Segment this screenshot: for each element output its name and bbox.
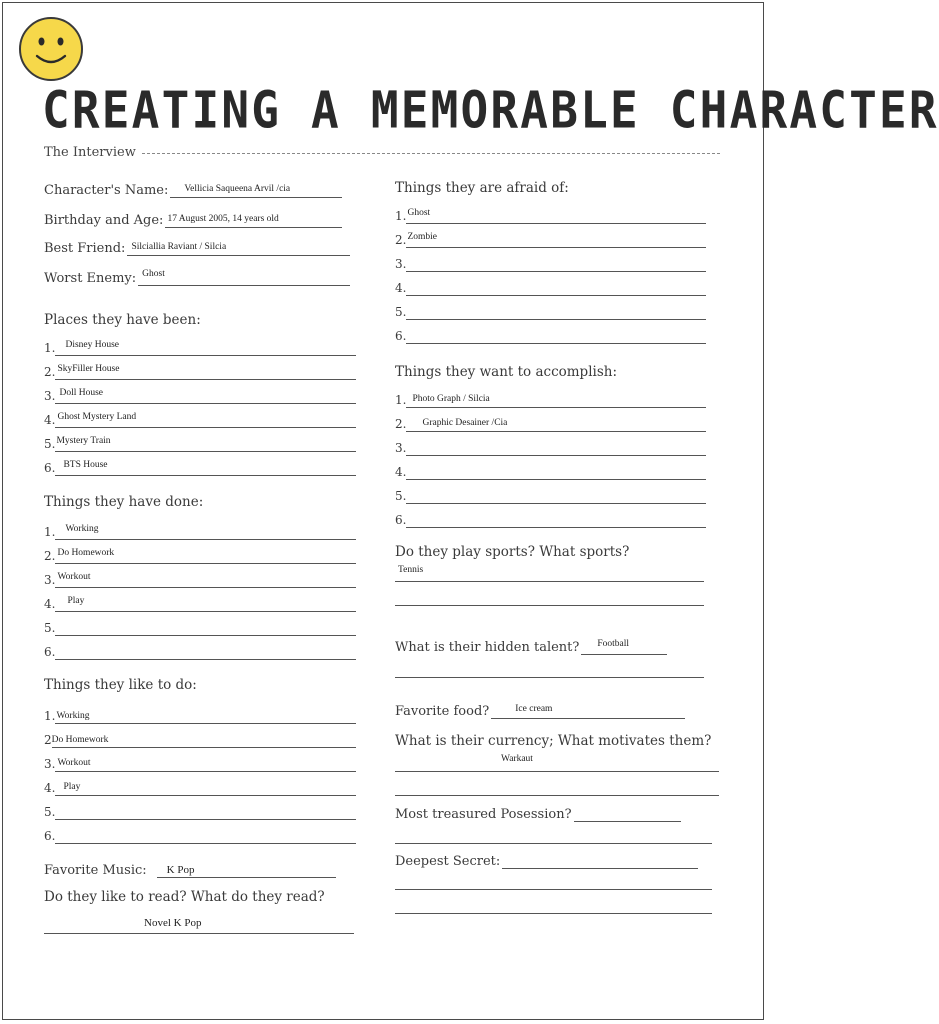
item-number: 2. [395,417,407,431]
item-number: 6. [395,513,407,527]
like-field-6[interactable] [55,827,356,844]
talent-field-2[interactable] [395,677,704,678]
accomplish-field-5[interactable] [406,487,706,504]
secret-field-2[interactable] [395,889,712,890]
interview-subheading [44,143,720,161]
name-label: Character's Name: [44,183,169,198]
afraid-field-1[interactable] [406,207,706,224]
places-item-4 [44,410,356,428]
item-number: 6. [44,461,56,475]
name-row [44,180,342,198]
best-friend-label: Best Friend: [44,241,126,256]
worst-enemy-row [44,268,350,286]
afraid-item-6 [395,326,706,344]
currency-answer: Warkaut [501,754,533,764]
item-number: 3. [44,389,56,403]
like-field-1[interactable] [55,707,356,724]
accomplish-field-1[interactable] [406,391,706,408]
accomplish-item-5 [395,486,706,504]
item-number: 3. [395,257,407,271]
accomplish-item-4 [395,462,706,480]
places-item-1 [44,338,356,356]
sports-label: Do they play sports? What sports? [395,544,630,560]
afraid-item-5 [395,302,706,320]
places-answer-2: SkyFiller House [57,364,120,374]
possession-field-2[interactable] [395,843,712,844]
places-answer-1: Disney House [65,340,120,350]
item-number: 1. [44,525,56,539]
birthday-row [44,210,342,228]
done-item-2 [44,546,356,564]
smiley-face-icon [18,16,84,82]
item-number: 3. [395,441,407,455]
accomplish-answer-2: Graphic Desainer /Cia [422,418,508,428]
item-number: 4. [44,413,56,427]
birthday-label: Birthday and Age: [44,213,164,228]
done-answer-4: Play [67,596,85,606]
afraid-field-6[interactable] [406,327,706,344]
like-item-3 [44,754,356,772]
places-answer-4: Ghost Mystery Land [57,412,137,422]
like-heading: Things they like to do: [44,677,197,693]
like-item-2 [44,730,356,748]
best-friend-answer: Silciallia Raviant / Silcia [131,242,227,252]
like-answer-1: Working [56,711,90,721]
name-field[interactable] [170,181,342,198]
like-field-2[interactable] [52,731,356,748]
like-item-1 [44,706,356,724]
currency-field-1[interactable] [395,771,719,772]
item-number: 4. [44,597,56,611]
done-field-2[interactable] [55,547,356,564]
read-field[interactable] [44,933,354,934]
accomplish-item-6 [395,510,706,528]
like-answer-3: Workout [57,758,91,768]
music-answer: K Pop [166,864,195,876]
done-field-1[interactable] [55,523,356,540]
like-field-4[interactable] [55,779,356,796]
done-field-3[interactable] [55,571,356,588]
sports-field-1[interactable] [395,581,704,582]
item-number: 4. [395,281,407,295]
like-item-5 [44,802,356,820]
accomplish-field-3[interactable] [406,439,706,456]
item-number: 1. [395,393,407,407]
food-field[interactable] [491,702,685,719]
afraid-field-2[interactable] [406,231,706,248]
name-answer: Vellicia Saqueena Arvil /cia [184,184,291,194]
afraid-item-2 [395,230,706,248]
possession-label: Most treasured Posession? [395,807,572,822]
like-field-5[interactable] [55,803,356,820]
secret-label: Deepest Secret: [395,854,501,869]
done-answer-3: Workout [57,572,91,582]
afraid-field-5[interactable] [406,303,706,320]
places-item-3 [44,386,356,404]
item-number: 4. [44,781,56,795]
currency-field-2[interactable] [395,795,719,796]
afraid-field-3[interactable] [406,255,706,272]
item-number: 6. [44,829,56,843]
done-item-1 [44,522,356,540]
places-field-5[interactable] [55,435,356,452]
done-field-5[interactable] [55,619,356,636]
music-row [44,860,336,878]
done-answer-2: Do Homework [57,548,115,558]
done-answer-1: Working [65,524,99,534]
item-number: 1. [395,209,407,223]
done-item-3 [44,570,356,588]
afraid-item-3 [395,254,706,272]
worst-enemy-label: Worst Enemy: [44,271,137,286]
currency-label: What is their currency; What motivates them? [395,733,712,749]
accomplish-item-3 [395,438,706,456]
done-item-4 [44,594,356,612]
like-item-4 [44,778,356,796]
afraid-item-4 [395,278,706,296]
item-number: 2 [44,733,52,747]
accomplish-field-4[interactable] [406,463,706,480]
secret-field-3[interactable] [395,913,712,914]
done-field-6[interactable] [55,643,356,660]
places-field-1[interactable] [55,339,356,356]
afraid-field-4[interactable] [406,279,706,296]
done-item-6 [44,642,356,660]
read-answer: Novel K Pop [144,917,202,929]
accomplish-item-2 [395,414,706,432]
accomplish-heading: Things they want to accomplish: [395,364,618,380]
accomplish-answer-1: Photo Graph / Silcia [412,394,490,404]
like-field-3[interactable] [55,755,356,772]
item-number: 5. [44,805,56,819]
item-number: 6. [395,329,407,343]
accomplish-item-1 [395,390,706,408]
item-number: 4. [395,465,407,479]
item-number: 3. [44,757,56,771]
places-field-4[interactable] [55,411,356,428]
sports-answer: Tennis [398,565,424,575]
page-title: CREATING A MEMORABLE CHARACTER [42,80,939,140]
done-heading: Things they have done: [44,494,204,510]
music-label: Favorite Music: [44,863,147,878]
places-answer-5: Mystery Train [56,436,111,446]
read-label: Do they like to read? What do they read? [44,889,325,905]
item-number: 3. [44,573,56,587]
like-answer-2: Do Homework [51,735,109,745]
item-number: 6. [44,645,56,659]
done-field-4[interactable] [55,595,356,612]
worst-enemy-field[interactable] [138,269,350,286]
best-friend-row [44,238,350,256]
places-field-2[interactable] [55,363,356,380]
places-item-6 [44,458,356,476]
item-number: 1. [44,709,56,723]
subheading-text: The Interview [44,144,136,160]
places-item-2 [44,362,356,380]
item-number: 5. [395,305,407,319]
places-field-6[interactable] [55,459,356,476]
item-number: 2. [44,549,56,563]
talent-answer: Football [597,639,630,649]
like-item-6 [44,826,356,844]
possession-row [395,804,681,822]
talent-row [395,637,667,655]
item-number: 5. [44,437,56,451]
item-number: 5. [395,489,407,503]
worst-enemy-answer: Ghost [142,269,165,279]
best-friend-field[interactable] [127,239,350,256]
item-number: 5. [44,621,56,635]
food-label: Favorite food? [395,704,490,719]
possession-field[interactable] [574,805,681,822]
birthday-field[interactable] [165,211,342,228]
music-field[interactable] [157,861,336,878]
secret-field[interactable] [502,852,698,869]
item-number: 2. [395,233,407,247]
afraid-item-1 [395,206,706,224]
places-item-5 [44,434,356,452]
places-heading: Places they have been: [44,312,201,328]
accomplish-field-2[interactable] [406,415,706,432]
afraid-heading: Things they are afraid of: [395,180,569,196]
afraid-answer-1: Ghost [407,208,431,218]
talent-label: What is their hidden talent? [395,640,580,655]
places-answer-3: Doll House [59,388,103,398]
accomplish-field-6[interactable] [406,511,706,528]
secret-row [395,851,698,869]
like-answer-4: Play [63,782,81,792]
item-number: 1. [44,341,56,355]
birthday-answer: 17 August 2005, 14 years old [167,214,279,224]
done-item-5 [44,618,356,636]
food-row [395,701,685,719]
food-answer: Ice cream [515,704,553,714]
places-field-3[interactable] [55,387,356,404]
sports-field-2[interactable] [395,605,704,606]
afraid-answer-2: Zombie [407,232,438,242]
dashed-divider [142,153,720,154]
talent-field[interactable] [581,638,667,655]
places-answer-6: BTS House [63,460,108,470]
item-number: 2. [44,365,56,379]
